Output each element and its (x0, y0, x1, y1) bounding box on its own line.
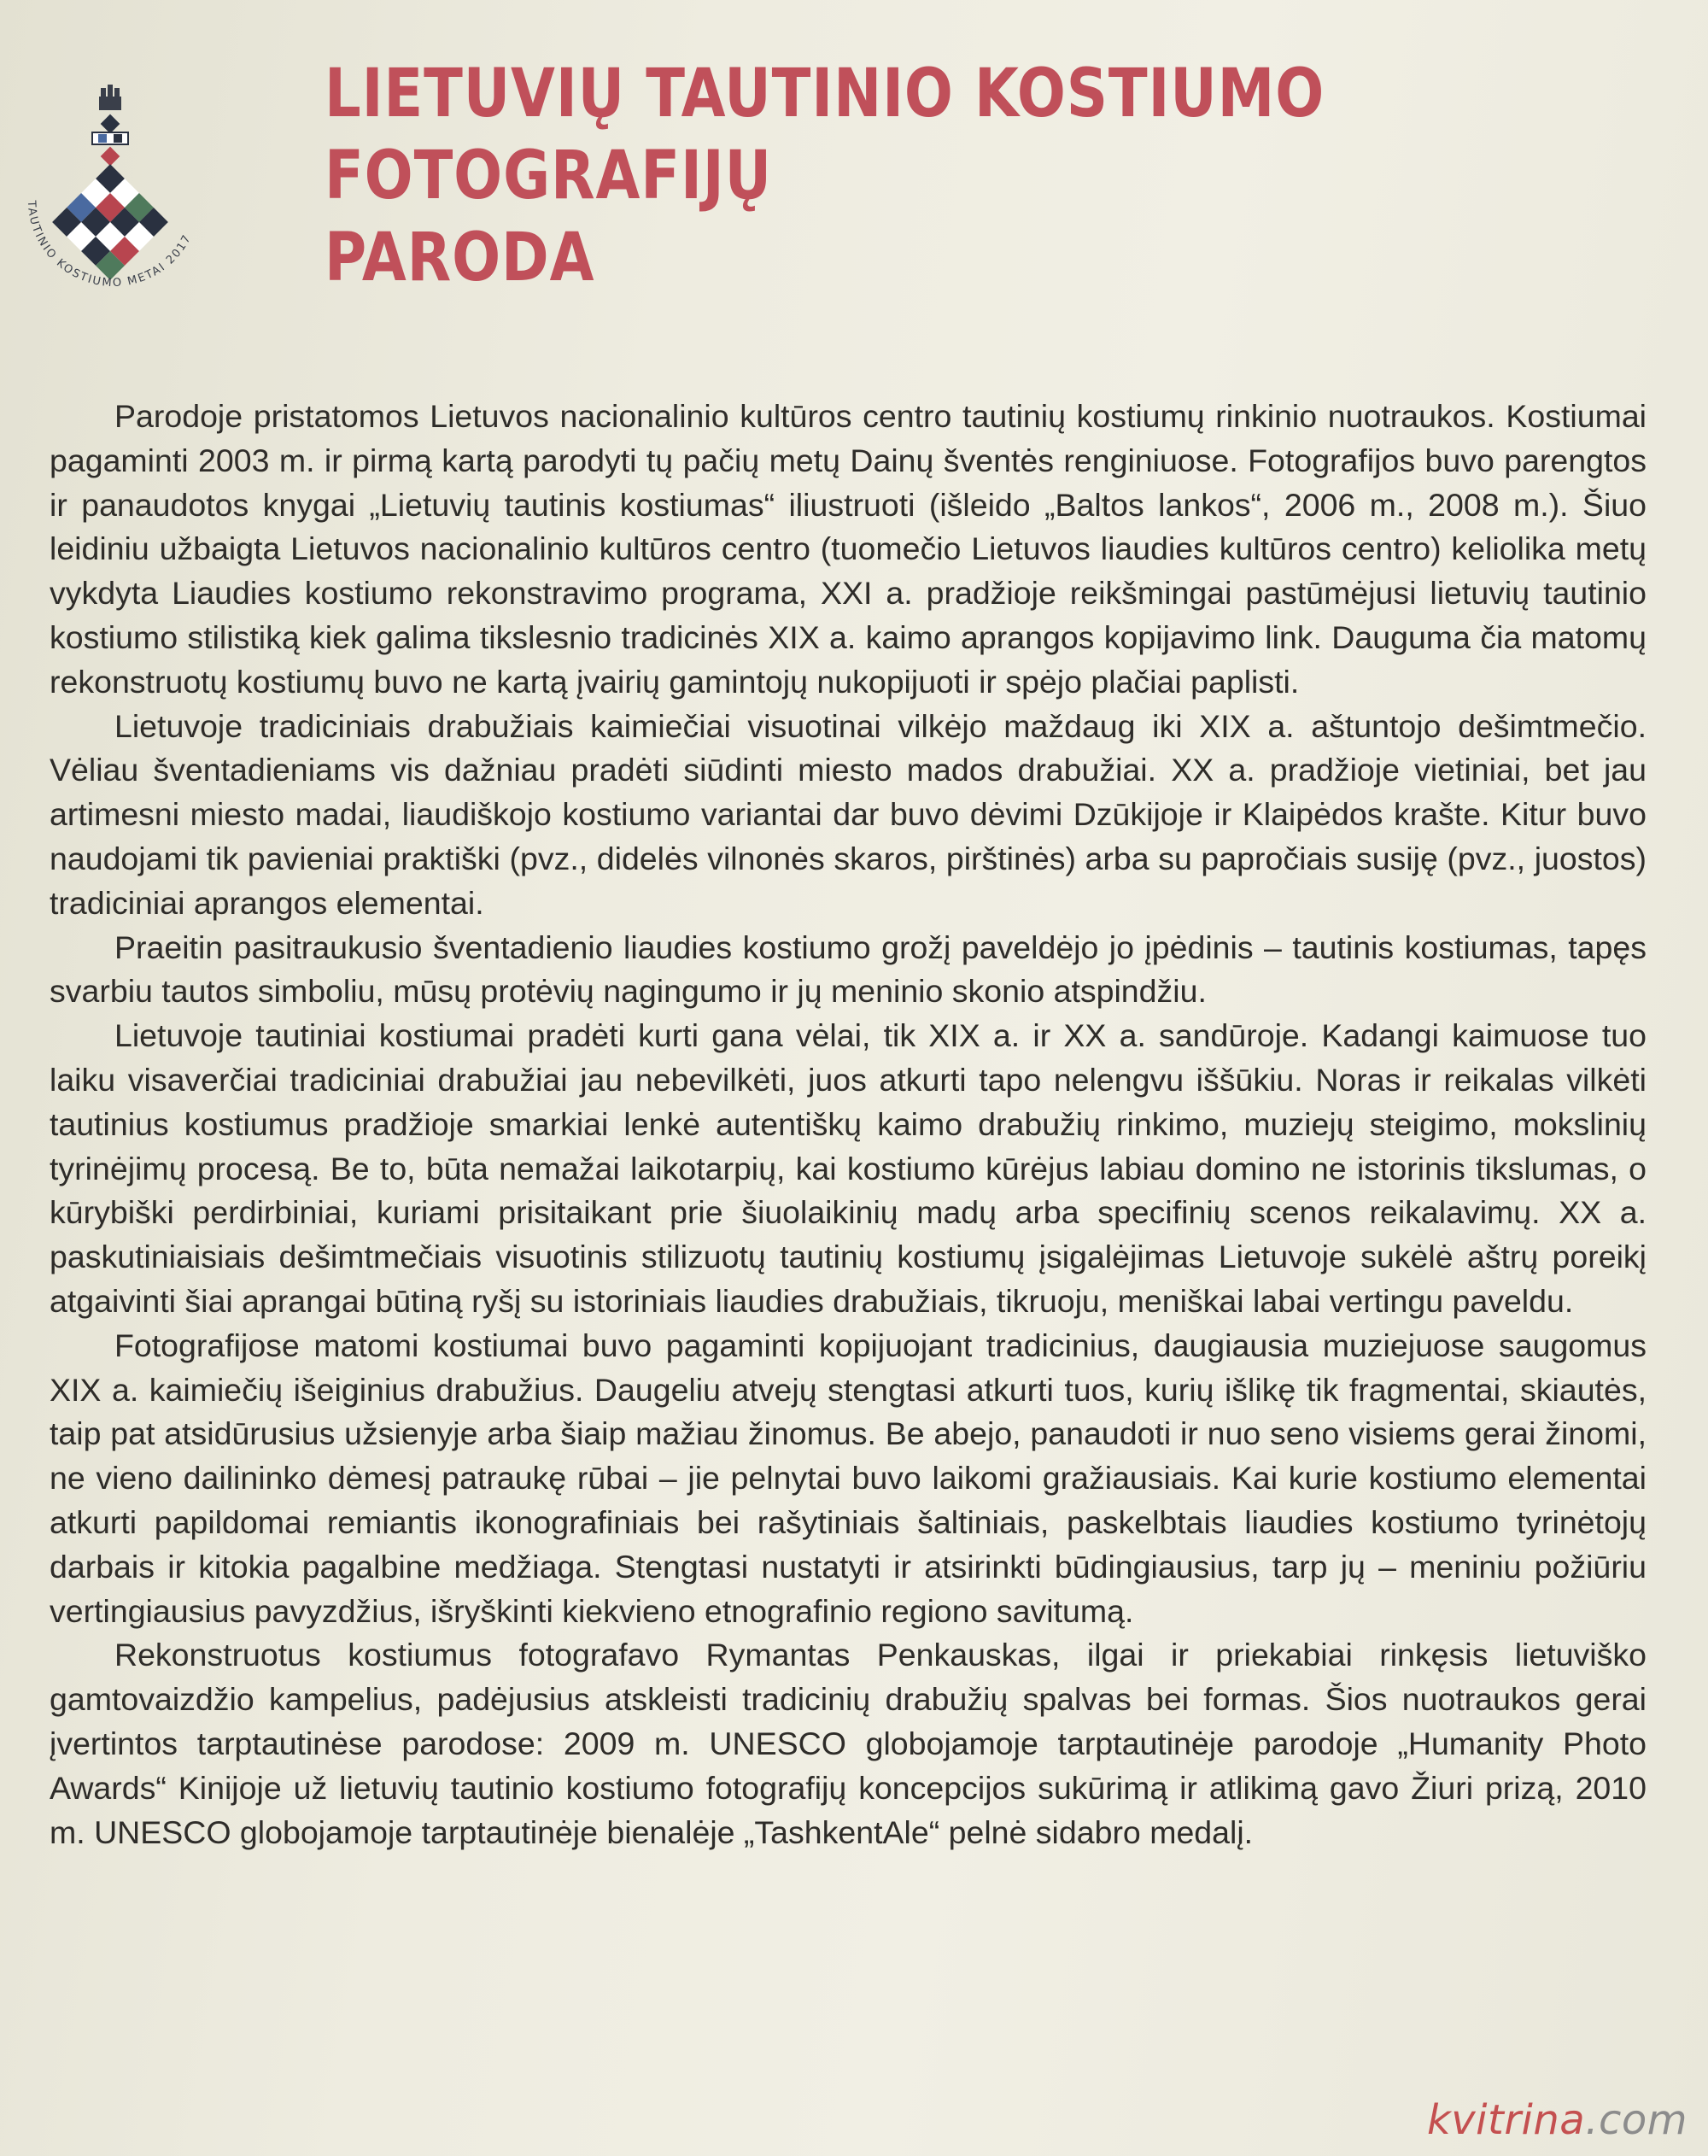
paragraph-intro: Parodoje pristatomos Lietuvos nacionalinio kultūros centro tautinių kostiumų rinkinio nuotraukos. Kostiumai pagaminti 2003 m. ir pirmą kartą parodyti tų pačių metų Dainų šventės renginiuose. Fotografijos buvo parengtos ir panaudotos knygai „Lietuvių tautinis kostiumas“ iliustruoti (išleido „Baltos lankos“, 2006 m., 2008 m.). Šiuo leidiniu užbaigta Lietuvos nacionalinio kultūros centro (tuomečio Lietuvos liaudies kultūros centro) keliolika metų vykdyta Liaudies kostiumo rekonstravimo programa, XXI a. pradžioje reikšmingai pastūmėjusi lietuvių tautinio kostiumo stilistiką kiek galima tikslesnio tradicinės XIX a. kaimo aprangos kopijavimo link. Dauguma čia matomų rekonstruotų kostiumų buvo ne kartą įvairių gamintojų nukopijuoti ir spėjo plačiai paplisti. (50, 398, 1647, 700)
exhibition-title (325, 53, 1488, 299)
emblem-ring-text: TAUTINIO KOSTIUMO METAI 2017 (24, 200, 195, 290)
title-line-1: LIETUVIŲ TAUTINIO KOSTIUMO (325, 56, 1325, 132)
emblem-logo-icon (15, 81, 212, 337)
paragraph-heritage: Praeitin pasitraukusio šventadienio liaudies kostiumo grožį paveldėjo jo įpėdinis – tautinis kostiumas, tapęs svarbiu tautos simboliu, mūsų protėvių nagingumo ir jų meninio skonio atspindžiu. (50, 929, 1647, 1010)
paragraph-photographer: Rekonstruotus kostiumus fotografavo Rymantas Penkauskas, ilgai ir priekabiai rinkęsis lietuviško gamtovaizdžio kampelius, padėjusius atskleisti tradicinių drabužių spalvas bei formas. Šios nuotraukos gerai įvertintos tarptautinėse parodose: 2009 m. UNESCO globojamoje tarptautinėje parodoje „Humanity Photo Awards“ Kinijoje už lietuvių tautinio kostiumo fotografijų koncepcijos sukūrimą ir atlikimą gavo Žiuri prizą, 2010 m. UNESCO globojamoje tarptautinėje bienalėje „TashkentAle“ pelnė sidabro medalį. (50, 1637, 1647, 1850)
title-line-3: PARODA (325, 220, 595, 296)
watermark-suffix: .com (1585, 2096, 1688, 2144)
paragraph-reconstruction: Fotografijose matomi kostiumai buvo pagaminti kopijuojant tradicinius, daugiausia muziejuose saugomus XIX a. kaimiečių išeiginius drabužius. Daugeliu atvejų stengtasi atkurti tuos, kurių išlikę tik fragmentai, skiautės, taip pat atsidūrusius užsienyje arba šiaip mažiau žinomus. Be abejo, panaudoti ir nuo seno visiems gerai žinomi, ne vieno dailininko dėmesį patraukę rūbai – jie pelnytai buvo laikomi gražiausiais. Kai kurie kostiumo elementai atkurti papildomai remiantis ikonografiniais bei rašytiniais šaltiniais, paskelbtais liaudies kostiumo tyrinėtojų darbais ir kitokia pagalbine medžiaga. Stengtasi nustatyti ir atsirinkti būdingiausius, tarp jų – meniniu požiūriu vertingiausius pavyzdžius, išryškinti kiekvieno etnografinio regiono savitumą. (50, 1327, 1647, 1629)
title-line-2: FOTOGRAFIJŲ (325, 138, 772, 214)
tautinio-kostiumo-emblem (15, 81, 212, 337)
paragraph-national-costume-history: Lietuvoje tautiniai kostiumai pradėti kurti gana vėlai, tik XIX a. ir XX a. sandūroje. Kadangi kaimuose tuo laiku visaverčiai tradiciniai drabužiai jau nebevilkėti, juos atkurti tapo nelengvu iššūkiu. Noras ir reikalas vilkėti tautinius kostiumus pradžioje smarkiai lenkė autentiškų kaimo drabužių rinkimo, muziejų steigimo, mokslinių tyrinėjimų procesą. Be to, būta nemažai laikotarpių, kai kostiumo kūrėjus labiau domino ne istorinis tikslumas, o kūrybiški perdirbiniai, kuriami prisitaikant prie šiuolaikinių madų arba specifinių scenos reikalavimų. XX a. paskutiniaisiais dešimtmečiais visuotinis stilizuotų tautinių kostiumų įsigalėjimas Lietuvoje sukėlė aštrų poreikį atgaivinti šiai aprangai būtiną ryšį su istoriniais liaudies drabužiais, tikruoju, meniškai labai vertingu paveldu. (50, 1017, 1647, 1319)
paragraph-traditional-clothing: Lietuvoje tradiciniais drabužiais kaimiečiai visuotinai vilkėjo maždaug iki XIX a. aštuntojo dešimtmečio. Vėliau šventadieniams vis dažniau pradėti siūdinti miesto mados drabužiai. XX a. pradžioje vietiniai, bet jau artimesni miesto madai, liaudiškojo kostiumo variantai dar buvo dėvimi Dzūkijoje ir Klaipėdos krašte. Kitur buvo naudojami tik pavieniai praktiški (pvz., didelės vilnonės skaros, pirštinės) arba su papročiais susiję (pvz., juostos) tradiciniai aprangos elementai. (50, 707, 1647, 921)
exhibition-description (50, 395, 1647, 1854)
watermark-main: kvitrina (1426, 2096, 1586, 2144)
site-watermark (1427, 2096, 1688, 2144)
